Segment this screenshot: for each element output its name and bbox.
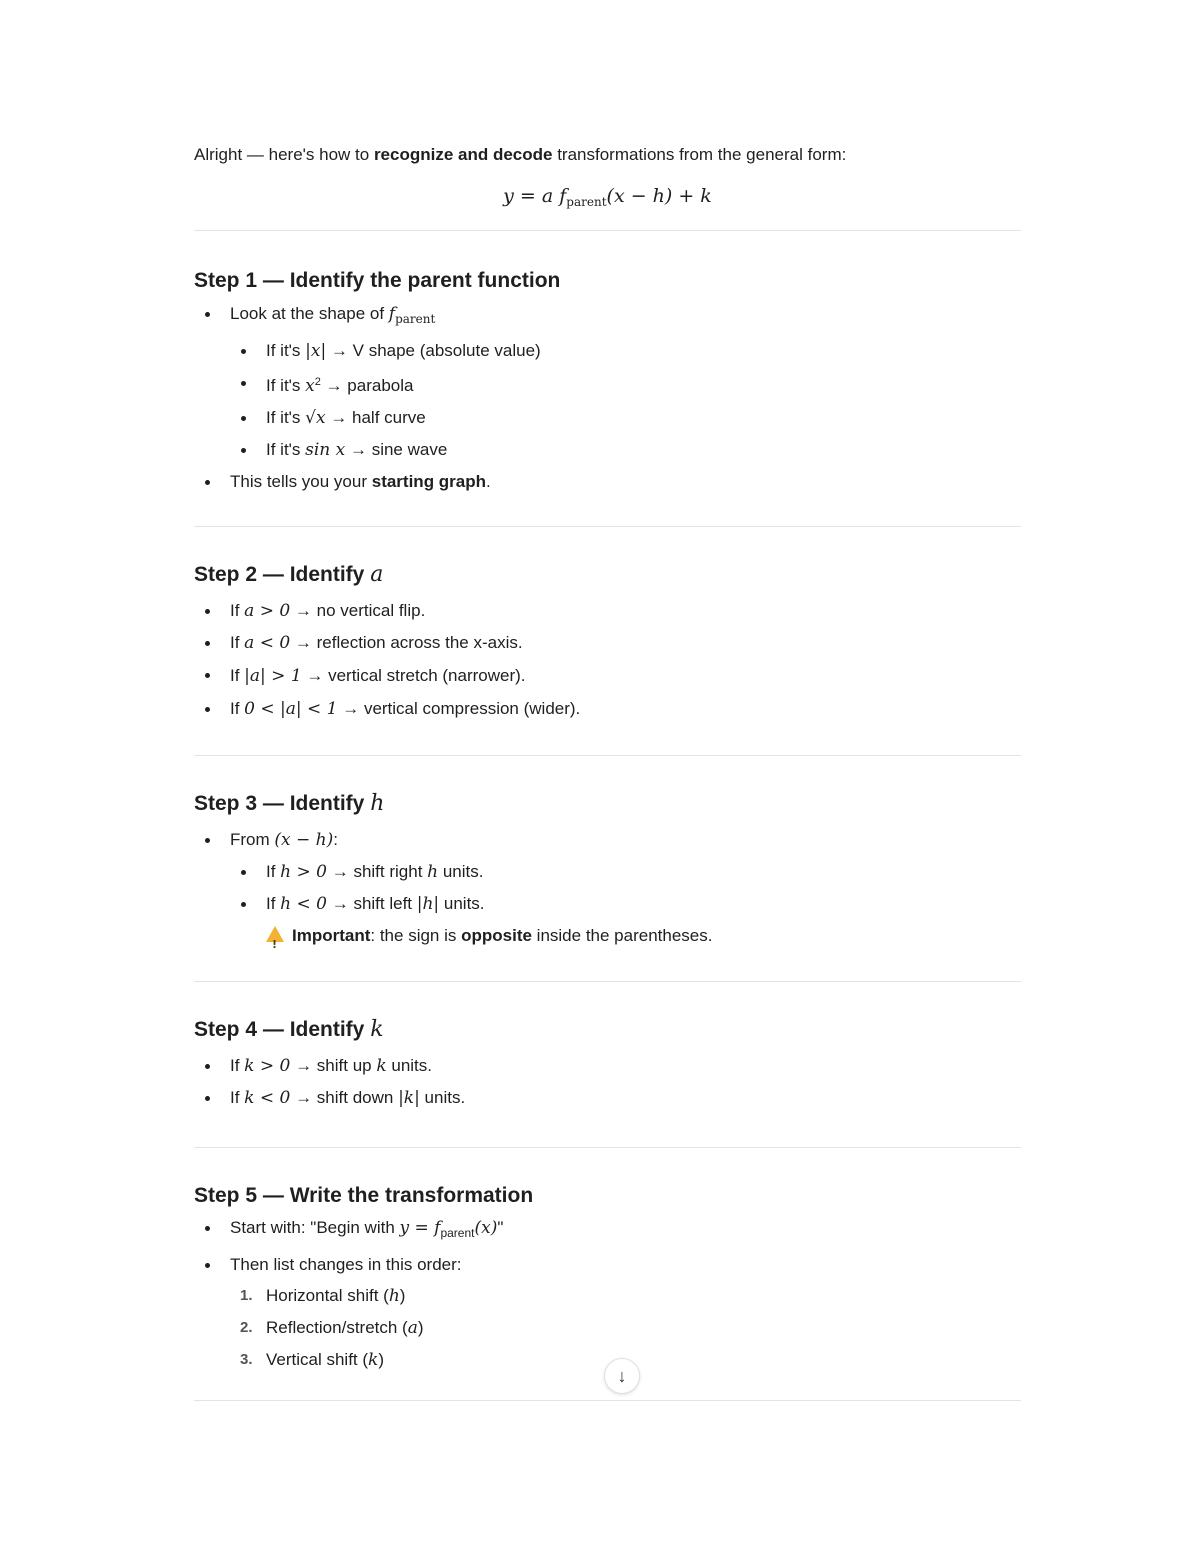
item-math: √x xyxy=(305,408,326,428)
formula-rhs: (x − h) + k xyxy=(606,185,712,207)
item-text: units. xyxy=(438,862,484,881)
list-item xyxy=(230,1280,1021,1312)
step-4-section xyxy=(194,1016,1021,1114)
title-text: Step 2 — Identify xyxy=(194,563,371,586)
item-math: a < 0 xyxy=(244,633,291,653)
item-text: From xyxy=(230,830,275,849)
item-math: h xyxy=(388,1286,400,1306)
intro-bold: recognize and decode xyxy=(373,145,553,164)
item-math: |x| xyxy=(305,341,327,361)
title-text: Step 3 — Identify xyxy=(194,792,371,815)
item-number: 3. xyxy=(240,1351,253,1368)
step-1-list xyxy=(194,298,1021,497)
item-text: If xyxy=(230,633,245,652)
list-item xyxy=(194,1249,1021,1376)
step-5-list xyxy=(194,1212,1021,1376)
item-text: → shift right xyxy=(327,862,428,881)
item-math: h xyxy=(427,862,439,882)
item-text: If it's xyxy=(266,440,306,459)
item-text: Start with: "Begin with xyxy=(230,1218,400,1237)
item-text: ) xyxy=(378,1350,385,1369)
item-text: Horizontal shift ( xyxy=(266,1286,389,1305)
divider xyxy=(194,230,1021,231)
item-math: |a| > 1 xyxy=(244,666,302,686)
item-text: → no vertical flip. xyxy=(290,601,426,620)
list-item xyxy=(230,434,1021,466)
item-math: |k| xyxy=(398,1088,420,1108)
note-text: : the sign is xyxy=(370,926,462,945)
list-item xyxy=(194,595,1021,627)
item-text: → shift down xyxy=(290,1088,399,1107)
item-text: units. xyxy=(386,1056,432,1075)
item-text: If xyxy=(230,1088,245,1107)
list-item xyxy=(194,1082,1021,1114)
step-3-section xyxy=(194,790,1021,951)
note-bold: opposite xyxy=(461,926,532,945)
intro-paragraph xyxy=(194,142,1021,168)
item-text: ) xyxy=(399,1286,406,1305)
document-body xyxy=(194,142,1021,1401)
item-text: ) xyxy=(417,1318,424,1337)
title-var: a xyxy=(370,562,384,587)
divider xyxy=(194,1147,1021,1148)
item-math: k xyxy=(376,1056,387,1076)
note-bold: Important xyxy=(292,926,371,945)
item-text: units. xyxy=(419,1088,466,1107)
item-text: . xyxy=(486,472,491,491)
item-text: → half curve xyxy=(325,408,426,427)
step-5-title: Step 5 — Write the transformation xyxy=(194,1184,534,1207)
title-var: k xyxy=(370,1017,384,1042)
item-text: → parabola xyxy=(320,376,414,395)
divider xyxy=(194,755,1021,756)
list-item xyxy=(194,466,1021,497)
item-text: If xyxy=(230,601,245,620)
h-shift-list xyxy=(230,856,1021,920)
list-item xyxy=(230,888,1021,920)
item-number: 2. xyxy=(240,1319,253,1336)
step-3-title xyxy=(194,790,1021,818)
item-text: → sine wave xyxy=(345,440,448,459)
warning-icon xyxy=(266,926,284,942)
item-text: Reflection/stretch ( xyxy=(266,1318,408,1337)
list-item xyxy=(230,1312,1021,1344)
item-text: → reflection across the x-axis. xyxy=(290,633,523,652)
item-text: If xyxy=(230,666,245,685)
item-math: a xyxy=(407,1318,418,1338)
step-2-list xyxy=(194,595,1021,725)
item-math: (x) xyxy=(474,1218,498,1238)
item-text: If it's xyxy=(266,408,306,427)
item-text: If it's xyxy=(266,341,306,360)
list-item xyxy=(194,693,1021,725)
step-2-section xyxy=(194,561,1021,725)
item-math: f xyxy=(388,304,396,324)
item-text: → vertical compression (wider). xyxy=(337,699,581,718)
item-math: k xyxy=(368,1350,379,1370)
list-item xyxy=(230,367,1021,402)
important-note xyxy=(230,920,1021,951)
list-item xyxy=(194,627,1021,659)
list-item xyxy=(194,659,1021,693)
step-5-section xyxy=(194,1182,1021,1376)
item-superscript: 2 xyxy=(314,376,321,388)
item-text: : xyxy=(333,830,338,849)
item-bold: starting graph xyxy=(371,472,487,491)
step-2-title xyxy=(194,561,1021,589)
item-text: Look at the shape of xyxy=(230,304,389,323)
item-math: x xyxy=(305,376,315,396)
formula-lhs: y = a f xyxy=(503,185,567,207)
item-text: If it's xyxy=(266,376,306,395)
item-number: 1. xyxy=(240,1287,253,1304)
item-math: (x − h) xyxy=(274,830,334,850)
step-1-section xyxy=(194,267,1021,497)
formula-subscript: parent xyxy=(566,195,607,209)
item-math: h > 0 xyxy=(280,862,327,882)
item-subscript: parent xyxy=(440,1226,475,1240)
parent-shapes-list xyxy=(230,335,1021,466)
note-text: inside the parentheses. xyxy=(531,926,713,945)
item-text: → shift left xyxy=(327,894,417,913)
item-text: → shift up xyxy=(290,1056,377,1075)
list-item xyxy=(194,1212,1021,1249)
divider xyxy=(194,981,1021,982)
list-item xyxy=(230,402,1021,434)
item-text: If xyxy=(266,894,281,913)
general-form-formula xyxy=(194,182,1021,222)
list-item xyxy=(194,824,1021,951)
title-var: h xyxy=(370,791,385,816)
scroll-down-button[interactable] xyxy=(604,1358,640,1394)
list-item xyxy=(194,298,1021,466)
step-1-title: Step 1 — Identify the parent function xyxy=(194,269,561,292)
item-text: This tells you your xyxy=(230,472,372,491)
item-text: If xyxy=(230,1056,245,1075)
intro-tail: transformations from the general form: xyxy=(552,145,847,164)
divider xyxy=(194,1400,1021,1401)
item-math: sin x xyxy=(305,440,346,460)
list-item xyxy=(230,335,1021,367)
divider xyxy=(194,526,1021,527)
item-math: k < 0 xyxy=(244,1088,291,1108)
item-text: If xyxy=(230,699,245,718)
list-item xyxy=(194,1050,1021,1082)
list-item xyxy=(230,856,1021,888)
item-subscript: parent xyxy=(395,312,436,326)
item-text: units. xyxy=(439,894,485,913)
title-text: Step 4 — Identify xyxy=(194,1018,371,1041)
item-text: → vertical stretch (narrower). xyxy=(301,666,526,685)
item-math: 0 < |a| < 1 xyxy=(244,699,338,719)
item-text: Then list changes in this order: xyxy=(230,1255,462,1274)
item-math: k > 0 xyxy=(244,1056,291,1076)
item-text: → V shape (absolute value) xyxy=(326,341,541,360)
item-text: If xyxy=(266,862,281,881)
step-4-title xyxy=(194,1016,1021,1044)
item-text: Vertical shift ( xyxy=(266,1350,369,1369)
item-math: h < 0 xyxy=(280,894,327,914)
step-3-list xyxy=(194,824,1021,951)
arrow-down-icon: ↓ xyxy=(617,1365,627,1386)
item-math: a > 0 xyxy=(244,601,291,621)
step-4-list xyxy=(194,1050,1021,1114)
item-math: y = f xyxy=(399,1218,441,1238)
item-math: |h| xyxy=(416,894,440,914)
intro-lead: Alright — here's how to xyxy=(194,145,374,164)
item-text: " xyxy=(497,1218,504,1237)
